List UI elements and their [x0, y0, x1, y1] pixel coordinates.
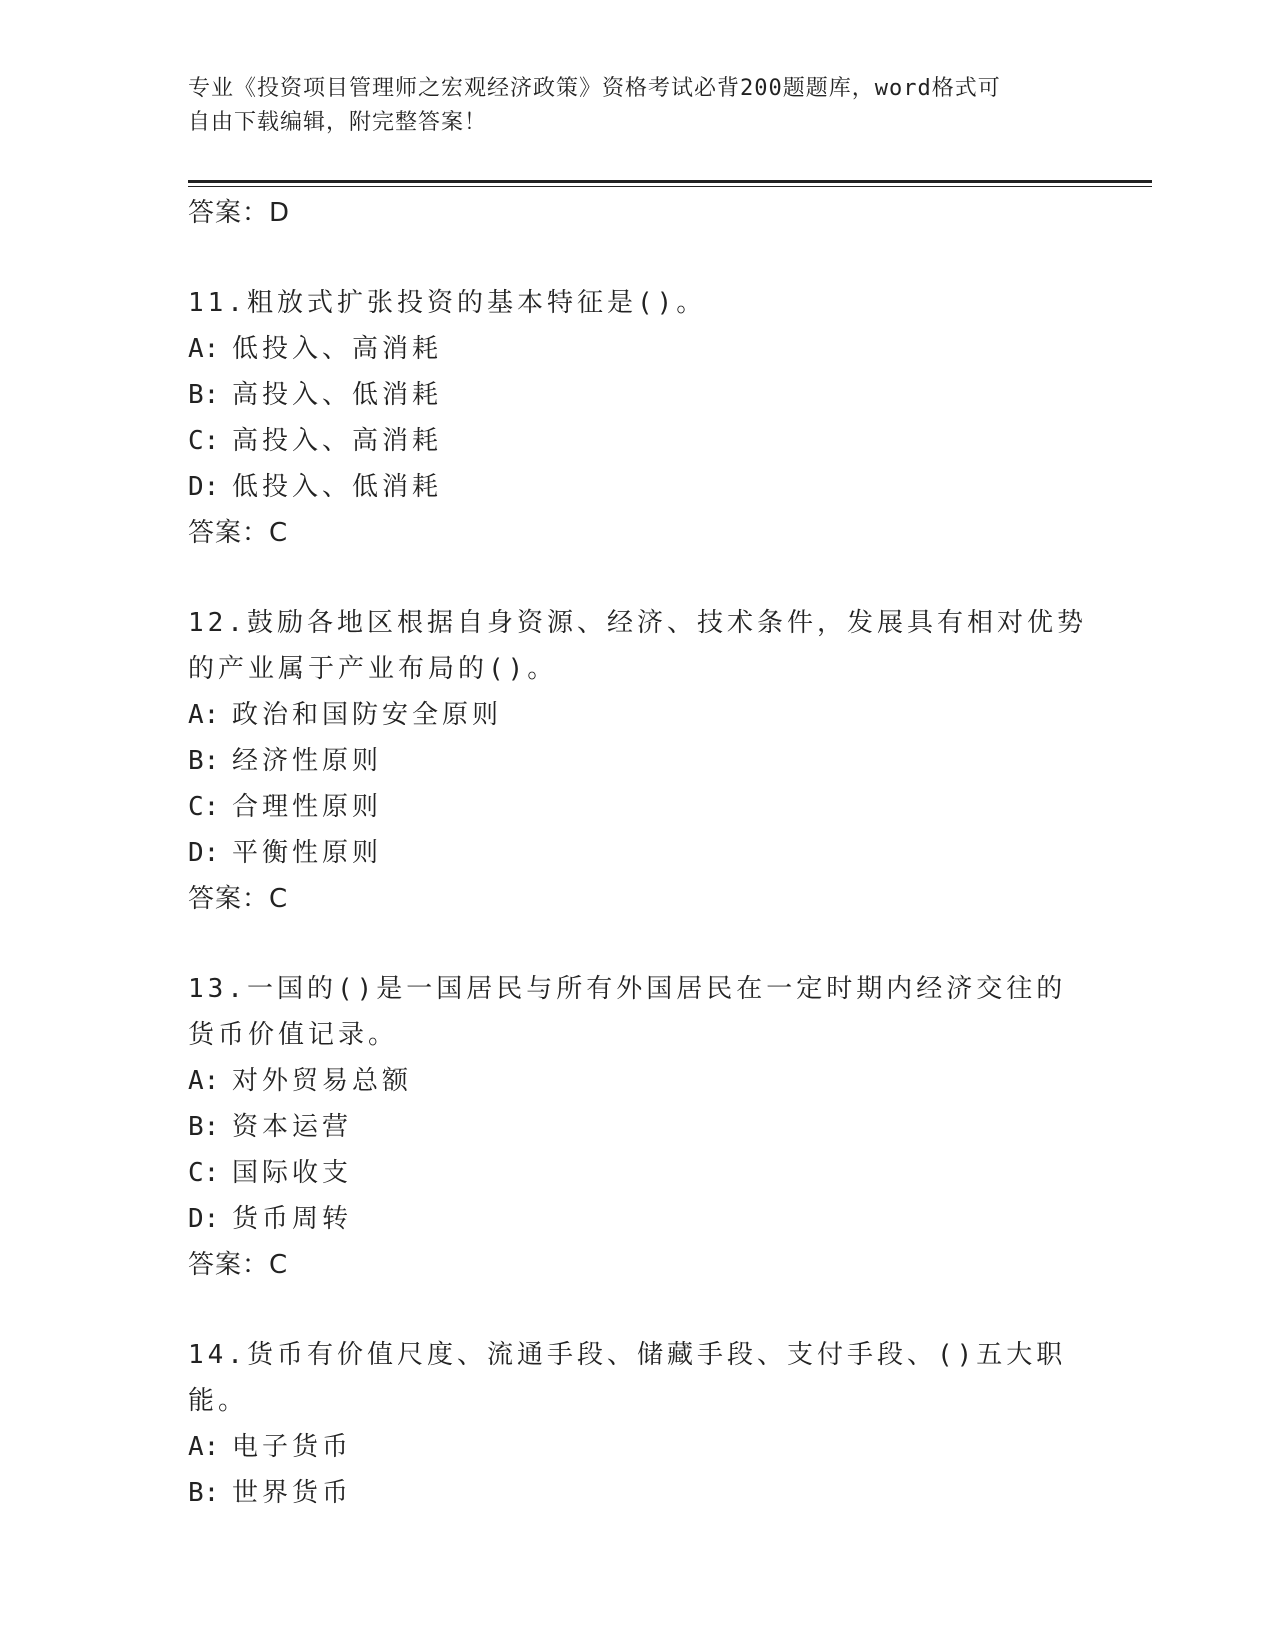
question-text: 11.粗放式扩张投资的基本特征是()。 — [188, 288, 707, 318]
option-letter: B: — [188, 746, 220, 776]
question-11 — [188, 280, 1088, 556]
option-a — [188, 1424, 1088, 1470]
question-14 — [188, 1332, 1088, 1516]
option-text: 货币周转 — [232, 1204, 353, 1234]
option-text: 政治和国防安全原则 — [232, 700, 503, 730]
option-text: 国际收支 — [232, 1158, 353, 1188]
question-12 — [188, 600, 1088, 922]
option-a — [188, 692, 1088, 738]
option-letter: D: — [188, 472, 220, 502]
header-line-1: 专业《投资项目管理师之宏观经济政策》资格考试必背200题题库，word格式可 — [188, 76, 1001, 101]
header-line-2: 自由下载编辑，附完整答案！ — [188, 110, 488, 135]
option-text: 高投入、低消耗 — [232, 380, 443, 410]
answer-line: 答案：C — [188, 884, 289, 914]
option-text: 经济性原则 — [232, 746, 383, 776]
header-rule-thin — [188, 186, 1152, 187]
option-b — [188, 738, 1088, 784]
answer-line: 答案：C — [188, 1250, 289, 1280]
option-letter: C: — [188, 792, 220, 822]
option-c — [188, 784, 1088, 830]
option-c — [188, 1150, 1088, 1196]
option-text: 电子货币 — [232, 1432, 353, 1462]
option-b — [188, 1104, 1088, 1150]
option-text: 高投入、高消耗 — [232, 426, 443, 456]
option-c — [188, 418, 1088, 464]
option-d — [188, 464, 1088, 510]
option-letter: A: — [188, 1432, 220, 1462]
question-list — [188, 190, 1088, 1516]
answer-line: 答案：C — [188, 518, 289, 548]
option-letter: A: — [188, 334, 220, 364]
option-text: 对外贸易总额 — [232, 1066, 413, 1096]
option-text: 平衡性原则 — [232, 838, 383, 868]
option-letter: A: — [188, 1066, 220, 1096]
option-a — [188, 1058, 1088, 1104]
option-letter: B: — [188, 1478, 220, 1508]
option-text: 低投入、低消耗 — [232, 472, 443, 502]
option-letter: D: — [188, 1204, 220, 1234]
option-text: 资本运营 — [232, 1112, 353, 1142]
option-letter: C: — [188, 1158, 220, 1188]
option-letter: C: — [188, 426, 220, 456]
header-rule-thick — [188, 180, 1152, 183]
option-letter: D: — [188, 838, 220, 868]
option-a — [188, 326, 1088, 372]
option-d — [188, 1196, 1088, 1242]
option-text: 低投入、高消耗 — [232, 334, 443, 364]
option-text: 世界货币 — [232, 1478, 353, 1508]
question-text: 14.货币有价值尺度、流通手段、储藏手段、支付手段、()五大职能。 — [188, 1340, 1067, 1416]
question-text: 12.鼓励各地区根据自身资源、经济、技术条件，发展具有相对优势的产业属于产业布局的()。 — [188, 608, 1087, 684]
document-header — [188, 72, 1088, 140]
answer-line: 答案：D — [188, 198, 291, 228]
option-b — [188, 372, 1088, 418]
question-text: 13.一国的()是一国居民与所有外国居民在一定时期内经济交往的货币价值记录。 — [188, 974, 1067, 1050]
option-d — [188, 830, 1088, 876]
question-13 — [188, 966, 1088, 1288]
option-text: 合理性原则 — [232, 792, 383, 822]
option-letter: B: — [188, 380, 220, 410]
option-letter: B: — [188, 1112, 220, 1142]
option-letter: A: — [188, 700, 220, 730]
option-b — [188, 1470, 1088, 1516]
